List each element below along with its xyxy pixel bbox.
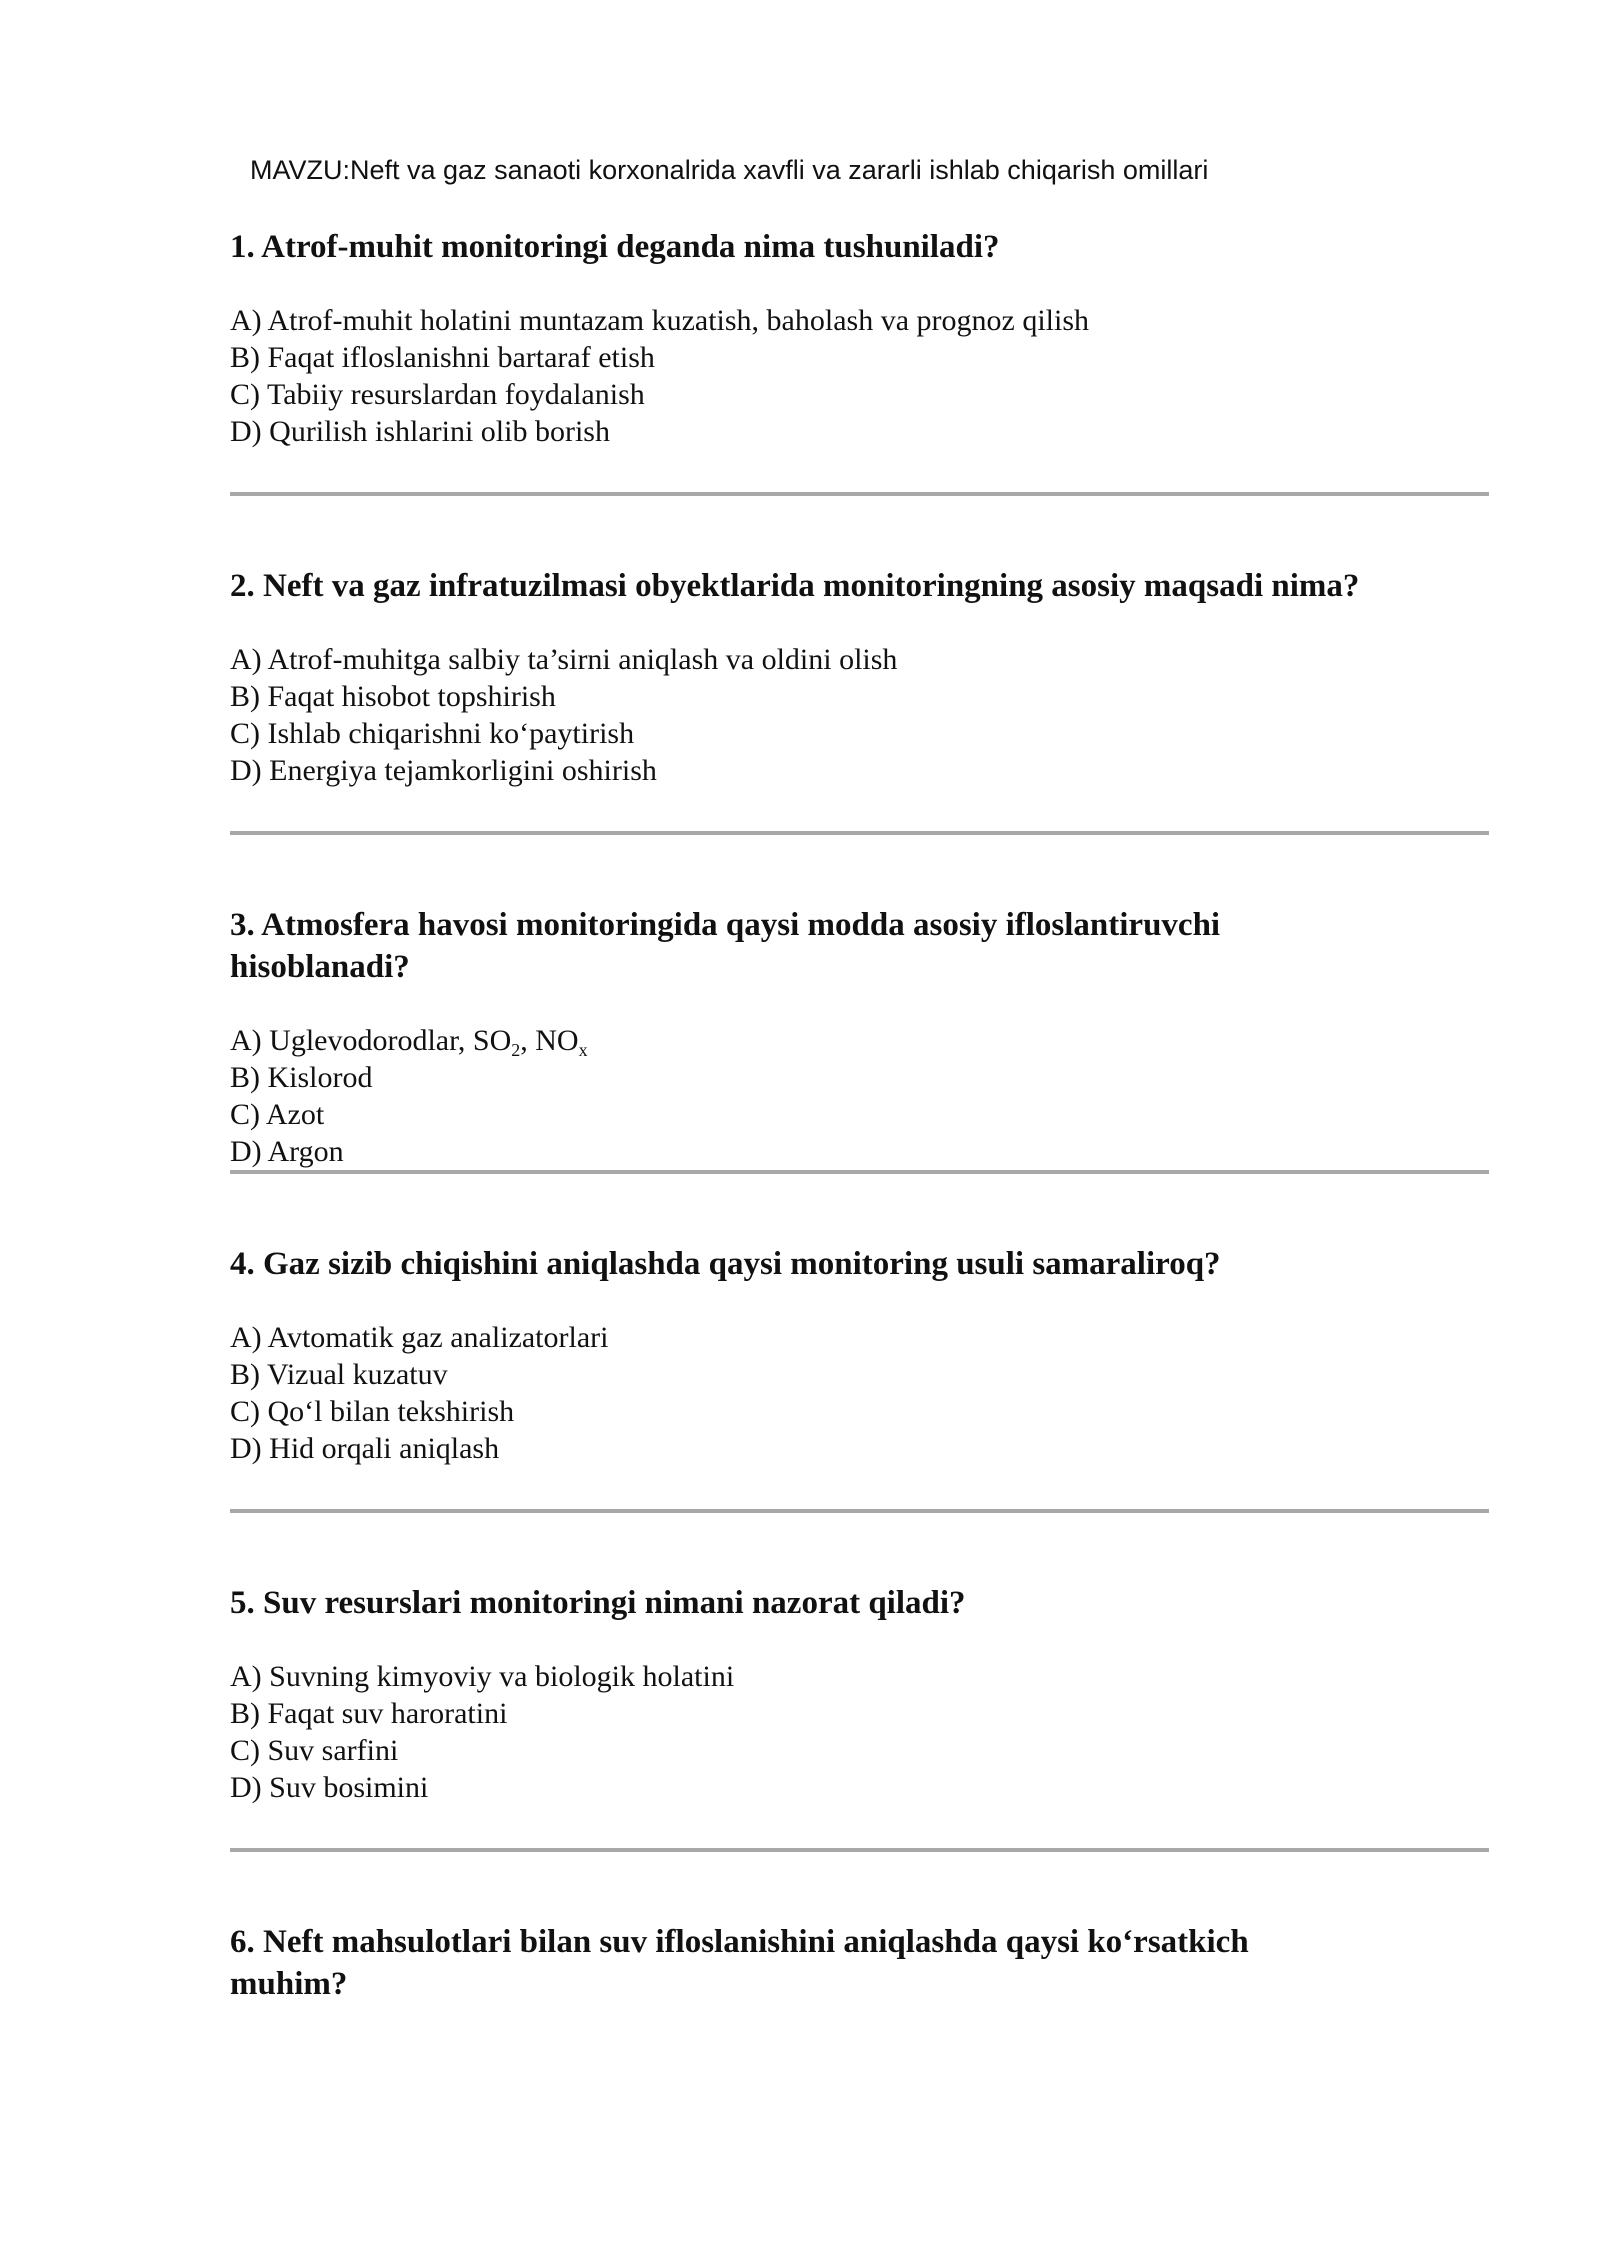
question-5 (230, 1578, 1490, 1917)
option-b: B) Faqat hisobot topshirish (230, 680, 556, 713)
divider (230, 1170, 1489, 1174)
option-c: C) Suv sarfini (230, 1734, 399, 1767)
question-2-options (230, 641, 897, 789)
question-5-title: 5. Suv resurslari monitoringi nimani nazorat qiladi? (230, 1585, 966, 1621)
option-a: A) Suvning kimyoviy va biologik holatini (230, 1660, 735, 1693)
option-c: C) Ishlab chiqarishni ko‘paytirish (230, 717, 635, 750)
question-1-options (230, 302, 1089, 450)
question-4 (230, 1239, 1490, 1578)
question-3-options (230, 1022, 588, 1170)
question-3-title (230, 900, 1490, 988)
question-2 (230, 561, 1490, 900)
option-b: B) Faqat suv haroratini (230, 1697, 508, 1730)
question-6-title-line-1: 6. Neft mahsulotlari bilan suv ifloslanishini aniqlashda qaysi ko‘rsatkich (230, 1924, 1249, 1960)
question-5-options (230, 1658, 734, 1806)
divider (230, 492, 1489, 496)
option-c: C) Tabiiy resurslardan foydalanish (230, 378, 645, 411)
option-a: A) Atrof-muhitga salbiy ta’sirni aniqlash va oldini olish (230, 643, 898, 676)
question-6 (230, 1917, 1490, 2256)
subscript-x: x (578, 1040, 588, 1060)
option-d: D) Hid orqali aniqlash (230, 1432, 500, 1465)
subscript-2: 2 (511, 1040, 521, 1060)
question-6-title-line-2: muhim? (230, 1966, 348, 2002)
question-3-title-line-2: hisoblanadi? (230, 949, 410, 985)
option-a: A) Atrof-muhit holatini muntazam kuzatish, baholash va prognoz qilish (230, 304, 1089, 337)
question-3 (230, 900, 1490, 1239)
question-2-title: 2. Neft va gaz infratuzilmasi obyektlarida monitoringning asosiy maqsadi nima? (230, 568, 1360, 604)
option-d: D) Suv bosimini (230, 1771, 429, 1804)
option-b: B) Kislorod (230, 1061, 373, 1094)
option-a (230, 1022, 588, 1059)
question-4-options (230, 1319, 608, 1467)
divider (230, 1848, 1489, 1852)
question-1 (230, 222, 1490, 561)
option-a-text: A) Uglevodorodlar, SO (230, 1024, 512, 1057)
question-1-title: 1. Atrof-muhit monitoringi deganda nima tushuniladi? (230, 229, 1000, 265)
topic-heading: MAVZU:Neft va gaz sanaoti korxonalrida xavfli va zararli ishlab chiqarish omillari (250, 155, 1209, 185)
option-b: B) Faqat ifloslanishni bartaraf etish (230, 341, 655, 374)
divider (230, 831, 1489, 835)
divider (230, 1509, 1489, 1513)
question-list (230, 222, 1490, 2256)
option-d: D) Argon (230, 1135, 344, 1168)
option-c: C) Qo‘l bilan tekshirish (230, 1395, 515, 1428)
option-b: B) Vizual kuzatuv (230, 1358, 448, 1391)
option-a: A) Avtomatik gaz analizatorlari (230, 1321, 609, 1354)
option-c: C) Azot (230, 1098, 325, 1131)
option-a-text-middle: , NO (520, 1024, 579, 1057)
question-3-title-line-1: 3. Atmosfera havosi monitoringida qaysi modda asosiy ifloslantiruvchi (230, 907, 1221, 943)
option-d: D) Energiya tejamkorligini oshirish (230, 754, 657, 787)
option-d: D) Qurilish ishlarini olib borish (230, 415, 610, 448)
question-6-title (230, 1917, 1490, 2005)
question-4-title: 4. Gaz sizib chiqishini aniqlashda qaysi monitoring usuli samaraliroq? (230, 1246, 1221, 1282)
